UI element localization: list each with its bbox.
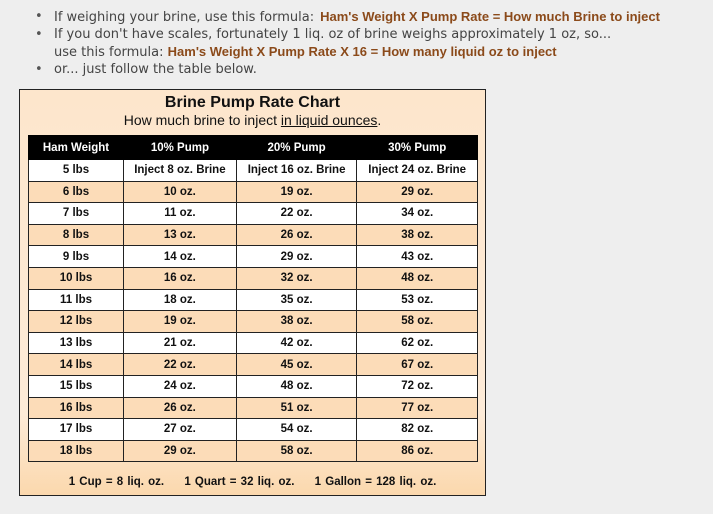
table-row [29, 311, 478, 333]
table-row [29, 332, 478, 354]
bullet-weighing [35, 8, 660, 26]
table-cell: 11 lbs [29, 289, 124, 311]
table-cell: 11 oz. [124, 203, 237, 225]
table-row [29, 289, 478, 311]
bullet-table-text: or... just follow the table below. [54, 62, 257, 77]
table-cell: 43 oz. [357, 246, 478, 268]
table-cell: 17 lbs [29, 419, 124, 441]
instructions-list [35, 8, 660, 78]
footer-gallon: 1 Gallon = 128 liq. oz. [314, 476, 437, 488]
header-ham-weight: Ham Weight [29, 136, 124, 160]
table-cell: 42 oz. [236, 332, 357, 354]
table-cell: Inject 16 oz. Brine [236, 160, 357, 182]
chart-subtitle-underlined: in liquid ounces [280, 112, 378, 128]
table-cell: 13 oz. [124, 224, 237, 246]
table-cell: 19 oz. [124, 311, 237, 333]
table-cell: 29 oz. [236, 246, 357, 268]
table-row [29, 203, 478, 225]
table-cell: 53 oz. [357, 289, 478, 311]
pump-rate-table [28, 135, 478, 462]
chart-footer [20, 476, 485, 488]
bullet-no-scales-cont-text: use this formula: [54, 45, 164, 60]
bullet-no-scales [35, 26, 660, 43]
table-cell: 22 oz. [236, 203, 357, 225]
table-cell: 38 oz. [236, 311, 357, 333]
table-cell: Inject 24 oz. Brine [357, 160, 478, 182]
table-row [29, 224, 478, 246]
table-cell: 18 lbs [29, 440, 124, 462]
table-cell: 32 oz. [236, 267, 357, 289]
table-row [29, 160, 478, 182]
table-cell: 35 oz. [236, 289, 357, 311]
bullet-weighing-text: If weighing your brine, use this formula: [54, 10, 315, 25]
table-cell: 54 oz. [236, 419, 357, 441]
table-row [29, 419, 478, 441]
table-cell: 45 oz. [236, 354, 357, 376]
table-cell: 10 lbs [29, 267, 124, 289]
header-30-pump: 30% Pump [357, 136, 478, 160]
table-cell: 26 oz. [124, 397, 237, 419]
chart-subtitle [20, 112, 485, 128]
header-20-pump: 20% Pump [236, 136, 357, 160]
table-row [29, 397, 478, 419]
table-cell: 58 oz. [236, 440, 357, 462]
table-row [29, 246, 478, 268]
header-10-pump: 10% Pump [124, 136, 237, 160]
table-cell: 9 lbs [29, 246, 124, 268]
table-cell: 16 lbs [29, 397, 124, 419]
table-cell: 13 lbs [29, 332, 124, 354]
table-cell: 72 oz. [357, 375, 478, 397]
weight-formula: Ham's Weight X Pump Rate = How much Brine to inject [320, 9, 660, 24]
footer-cup: 1 Cup = 8 liq. oz. [68, 476, 165, 488]
table-cell: 24 oz. [124, 375, 237, 397]
table-cell: 77 oz. [357, 397, 478, 419]
table-cell: 51 oz. [236, 397, 357, 419]
table-cell: 26 oz. [236, 224, 357, 246]
table-body [29, 160, 478, 462]
liquid-formula: Ham's Weight X Pump Rate X 16 = How many liquid oz to inject [167, 44, 557, 59]
table-cell: 82 oz. [357, 419, 478, 441]
table-cell: Inject 8 oz. Brine [124, 160, 237, 182]
table-cell: 5 lbs [29, 160, 124, 182]
table-cell: 22 oz. [124, 354, 237, 376]
brine-pump-rate-chart [19, 89, 486, 496]
table-cell: 48 oz. [357, 267, 478, 289]
table-cell: 67 oz. [357, 354, 478, 376]
table-cell: 62 oz. [357, 332, 478, 354]
chart-subtitle-pre: How much brine to inject [123, 112, 277, 128]
table-row [29, 354, 478, 376]
table-row [29, 267, 478, 289]
table-cell: 14 oz. [124, 246, 237, 268]
footer-quart: 1 Quart = 32 liq. oz. [184, 476, 295, 488]
bullet-table [35, 61, 660, 78]
table-cell: 34 oz. [357, 203, 478, 225]
chart-title: Brine Pump Rate Chart [164, 94, 341, 111]
chart-subtitle-post: . [377, 112, 382, 128]
bullet-no-scales-text: If you don't have scales, fortunately 1 liq. oz of brine weighs approximately 1 oz, so... [54, 27, 612, 42]
bullet-no-scales-continued [35, 43, 660, 61]
table-cell: 16 oz. [124, 267, 237, 289]
table-row [29, 440, 478, 462]
table-cell: 58 oz. [357, 311, 478, 333]
table-cell: 38 oz. [357, 224, 478, 246]
table-cell: 29 oz. [124, 440, 237, 462]
table-cell: 8 lbs [29, 224, 124, 246]
table-header-row [29, 136, 478, 160]
table-row [29, 375, 478, 397]
table-cell: 7 lbs [29, 203, 124, 225]
table-cell: 18 oz. [124, 289, 237, 311]
table-cell: 29 oz. [357, 181, 478, 203]
table-cell: 6 lbs [29, 181, 124, 203]
table-cell: 48 oz. [236, 375, 357, 397]
table-cell: 14 lbs [29, 354, 124, 376]
table-row [29, 181, 478, 203]
table-cell: 21 oz. [124, 332, 237, 354]
table-cell: 86 oz. [357, 440, 478, 462]
table-cell: 10 oz. [124, 181, 237, 203]
table-cell: 27 oz. [124, 419, 237, 441]
table-cell: 12 lbs [29, 311, 124, 333]
table-cell: 15 lbs [29, 375, 124, 397]
table-cell: 19 oz. [236, 181, 357, 203]
